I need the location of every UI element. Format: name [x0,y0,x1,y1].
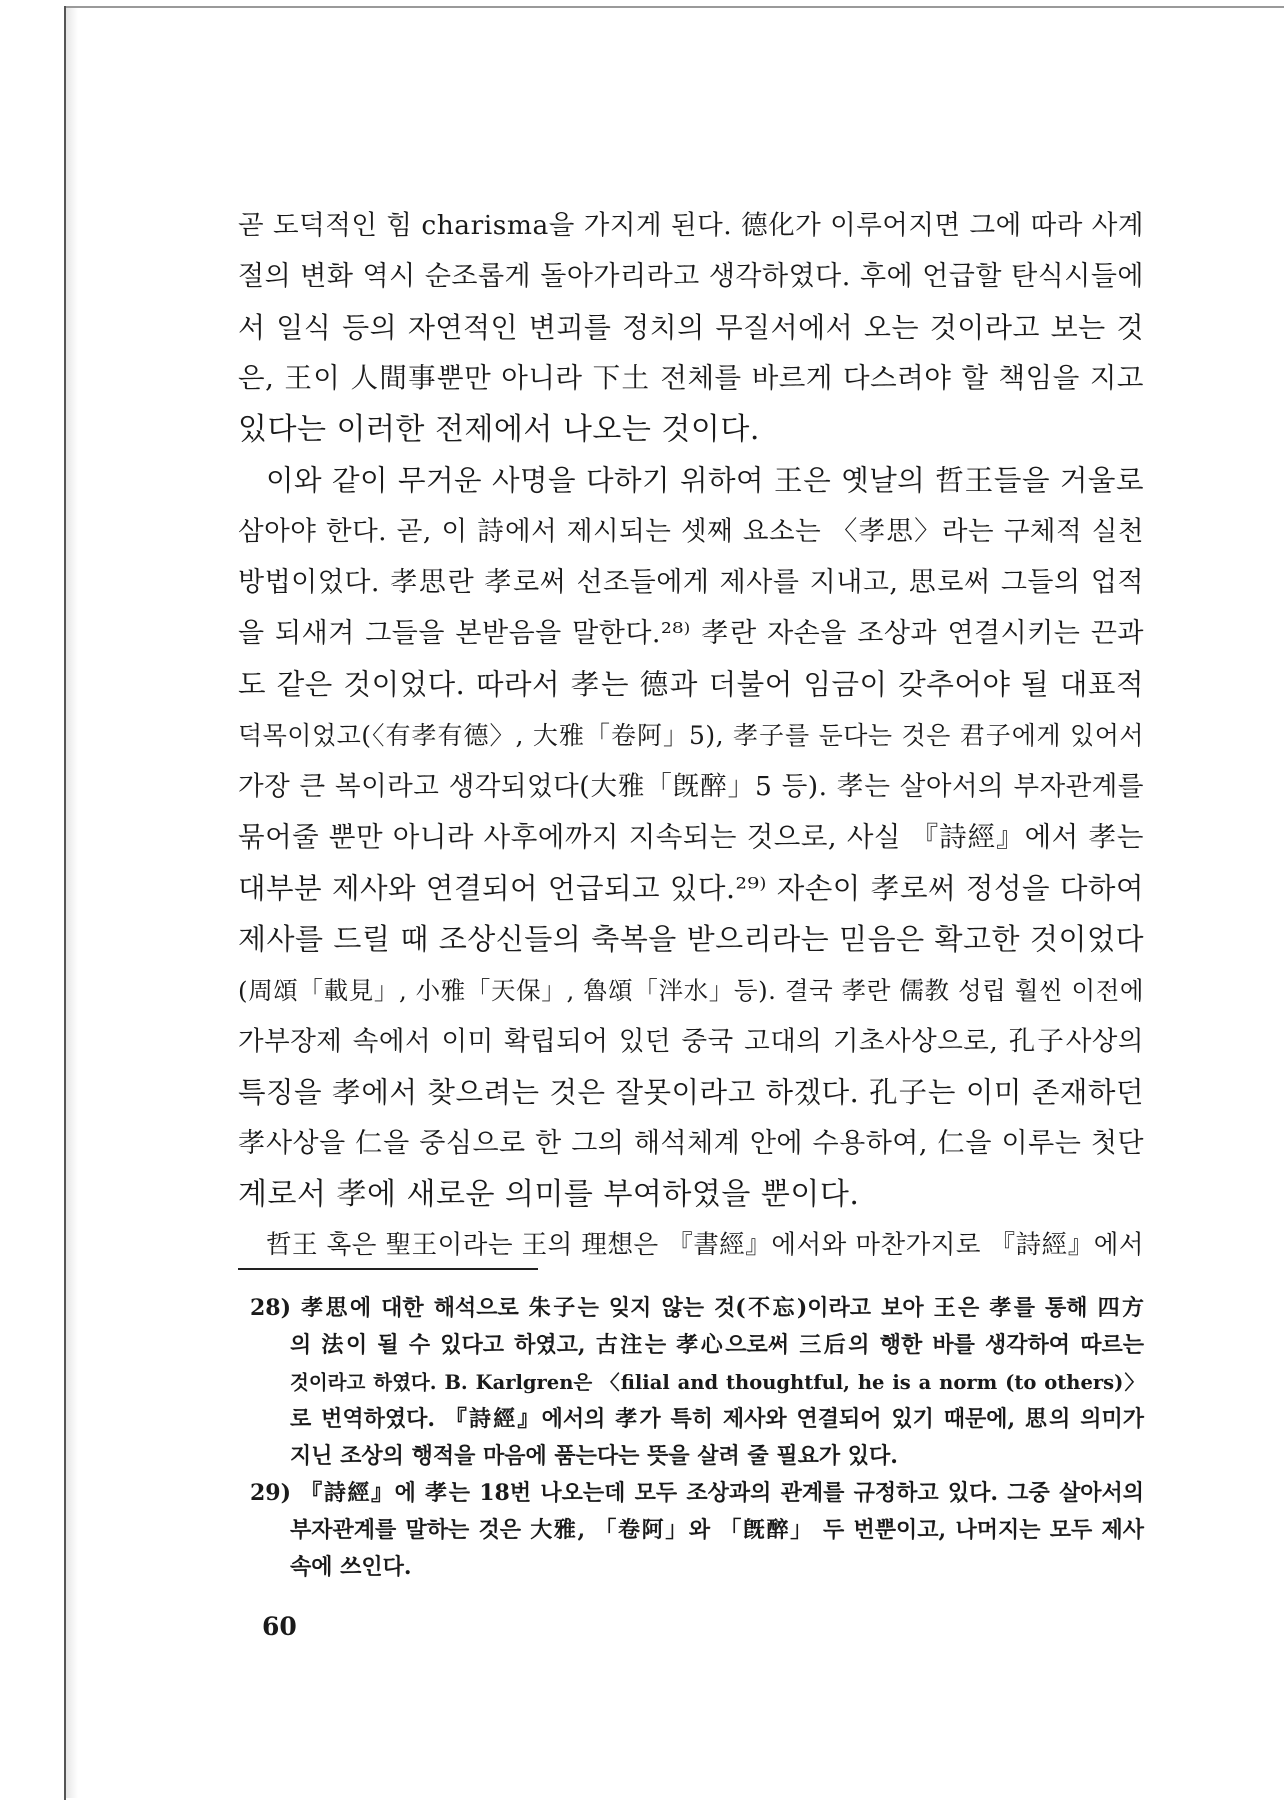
page-number: 60 [262,1612,297,1641]
body-line: 孝사상을 仁을 중심으로 한 그의 해석체계 안에 수용하여, 仁을 이루는 첫단 [238,1128,1144,1159]
body-line: 哲王 혹은 聖王이라는 王의 理想은 『書經』에서와 마찬가지로 『詩經』에서 [266,1230,1144,1260]
body-line: 곧 도덕적인 힘 charisma을 가지게 된다. 德化가 이루어지면 그에 따라 사계 [238,210,1144,241]
footnote-line: 것이라고 하였다. B. Karlgren은 〈filial and thoughtful, he is a norm (to others)〉 [290,1371,1144,1394]
footnote-divider [238,1268,538,1270]
body-line: 이와 같이 무거운 사명을 다하기 위하여 王은 옛날의 哲王들을 거울로 [266,464,1144,497]
body-line: 을 되새겨 그들을 본받음을 말한다.²⁸⁾ 孝란 자손을 조상과 연결시키는 끈과 [238,618,1144,649]
body-line: 도 같은 것이었다. 따라서 孝는 德과 더불어 임금이 갖추어야 될 대표적 [238,668,1144,701]
body-line: 삼아야 한다. 곧, 이 詩에서 제시되는 셋째 요소는 〈孝思〉라는 구체적 실천 [238,516,1144,547]
footnote-line: 로 번역하였다. 『詩經』에서의 孝가 특히 제사와 연결되어 있기 때문에, 思의 의미가 [290,1406,1144,1432]
body-text [238,200,1144,1271]
footnote-line: 28) 孝思에 대한 해석으로 朱子는 잊지 않는 것(不忘)이라고 보아 王은 孝를 통해 四方 [250,1295,1144,1321]
body-line: 특징을 孝에서 찾으려는 것은 잘못이라고 하겠다. 孔子는 이미 존재하던 [238,1076,1144,1109]
footnote-line: 속에 쓰인다. [290,1554,412,1580]
footnote-line: 지닌 조상의 행적을 마음에 품는다는 뜻을 살려 줄 필요가 있다. [290,1443,898,1469]
body-line: 덕목이었고(〈有孝有德〉, 大雅「卷阿」5), 孝子를 둔다는 것은 君子에게 있어서 [238,721,1144,750]
body-line: 서 일식 등의 자연적인 변괴를 정치의 무질서에서 오는 것이라고 보는 것 [238,311,1144,344]
body-line: 절의 변화 역시 순조롭게 돌아가리라고 생각하였다. 후에 언급할 탄식시들에 [238,261,1144,292]
footnote-line: 의 法이 될 수 있다고 하였고, 古注는 孝心으로써 三后의 행한 바를 생각하여 따르는 [290,1332,1144,1358]
body-line: 가장 큰 복이라고 생각되었다(大雅「旣醉」5 등). 孝는 살아서의 부자관계를 [238,771,1144,802]
footnotes [250,1290,1144,1586]
page-gutter-shadow [66,8,78,1798]
body-line: 묶어줄 뿐만 아니라 사후에까지 지속되는 것으로, 사실 『詩經』에서 孝는 [238,821,1144,853]
footnote-line: 부자관계를 말하는 것은 大雅, 「卷阿」와 「旣醉」 두 번뿐이고, 나머지는 모두 제사 [290,1517,1144,1543]
body-line: 제사를 드릴 때 조상신들의 축복을 받으리라는 믿음은 확고한 것이었다 [238,922,1144,956]
page-top-edge [64,6,1284,8]
body-line: (周頌「載見」, 小雅「天保」, 魯頌「泮水」등). 결국 孝란 儒教 성립 훨씬 이전에 [238,976,1144,1005]
body-line: 대부분 제사와 연결되어 언급되고 있다.²⁹⁾ 자손이 孝로써 정성을 다하여 [238,872,1144,905]
body-line: 있다는 이러한 전제에서 나오는 것이다. [238,412,760,447]
body-line: 은, 王이 人間事뿐만 아니라 下土 전체를 바르게 다스려야 할 책임을 지고 [238,362,1144,394]
footnote-line: 29) 『詩經』에 孝는 18번 나오는데 모두 조상과의 관계를 규정하고 있다. 그중 살아서의 [250,1480,1144,1506]
body-line: 방법이었다. 孝思란 孝로써 선조들에게 제사를 지내고, 思로써 그들의 업적 [238,567,1144,598]
body-line: 계로서 孝에 새로운 의미를 부여하였을 뿐이다. [238,1177,860,1212]
body-line: 가부장제 속에서 이미 확립되어 있던 중국 고대의 기초사상으로, 孔子사상의 [238,1026,1144,1057]
